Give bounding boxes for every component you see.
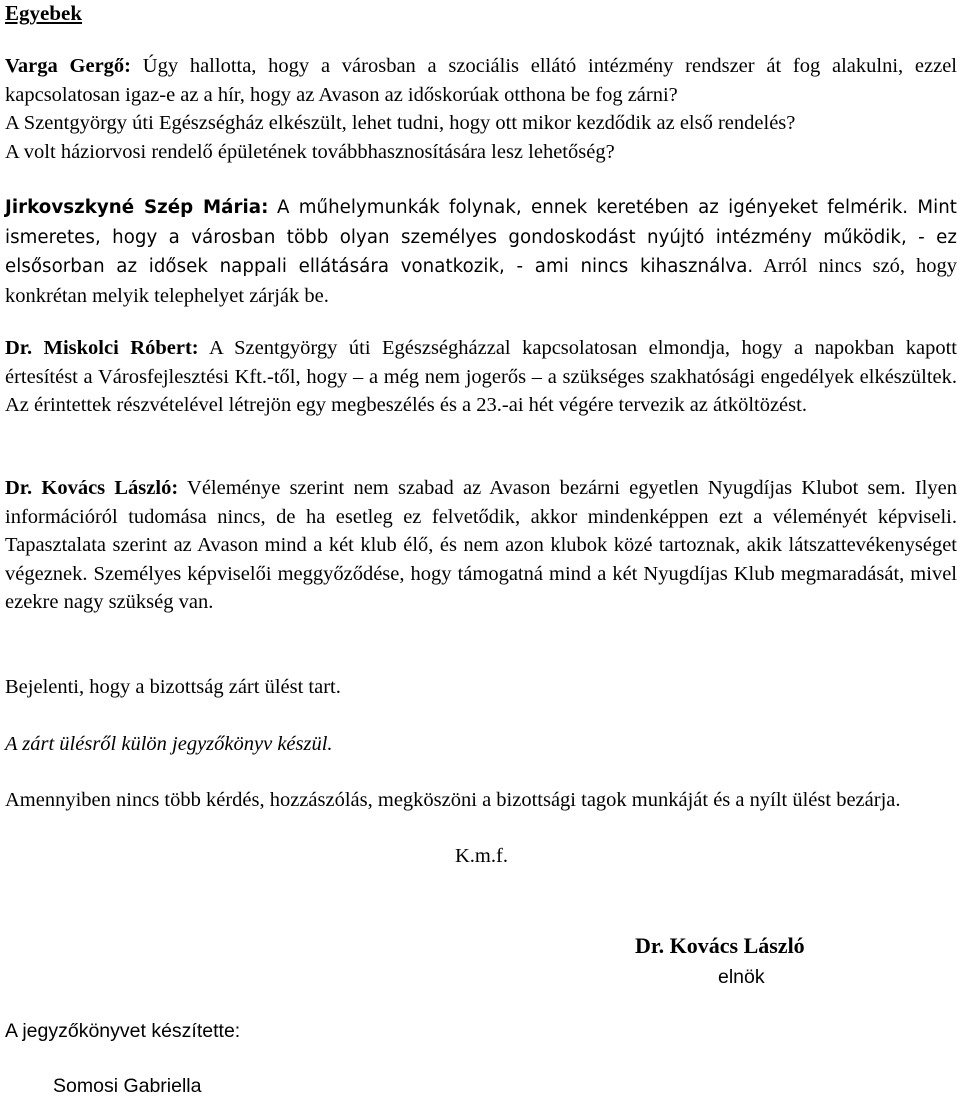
speaker-miskolci: Dr. Miskolci Róbert: bbox=[5, 337, 199, 359]
kovacs-text: Véleménye szerint nem szabad az Avason bezárni egyetlen Nyugdíjas Klubot sem. Ilyen információról tudomása nincs, de ha esetleg ez felvetődik, akkor mindenképpen ezt a véleményét képviseli. Tapasztalata szerint az Avason mind a két klub élő, és nem azon klubok közé tartoznak, akik látszattevékenységet végeznek. Személyes képviselői meggyőződése, hogy támogatná mind a két Nyugdíjas Klub megmaradását, mivel ezekre nagy szükség van. bbox=[5, 477, 957, 613]
speaker-kovacs: Dr. Kovács László: bbox=[5, 477, 179, 499]
paragraph-miskolci bbox=[5, 334, 957, 420]
varga-question-3: A volt háziorvosi rendelő épületének továbbhasznosítására lesz lehetőség? bbox=[5, 140, 615, 163]
speaker-varga: Varga Gergő: bbox=[5, 55, 131, 77]
section-heading-wrap bbox=[5, 0, 957, 26]
varga-question-2: A Szentgyörgy úti Egészségház elkészült, lehet tudni, hogy ott mikor kezdődik az első rendelés? bbox=[5, 112, 796, 134]
signature-name: Dr. Kovács László bbox=[635, 933, 805, 958]
signature-role: elnök bbox=[718, 966, 765, 988]
minutes-note-text: A zárt ülésről külön jegyzőkönyv készül. bbox=[5, 733, 333, 755]
jirkovszkyne-answer: A műhelymunkák folynak, ennek keretében az igényeket felmérik. Mint ismeretes, hogy a városban több olyan személyes gondoskodást nyújtó intézmény működik, - ez elsősorban az idősek nappali ellátására vonatkozik, - ami nincs kihasználva. bbox=[5, 197, 957, 277]
paragraph-jirkovszkyne bbox=[5, 193, 957, 310]
paragraph-minutes-note bbox=[5, 730, 957, 759]
preparer-name: Somosi Gabriella bbox=[53, 1075, 202, 1097]
miskolci-text: A Szentgyörgy úti Egészségházzal kapcsolatosan elmondja, hogy a napokban kapott értesítést a Városfejlesztési Kft.-től, hogy – a még nem jogerős – a szükséges szakhatósági engedélyek elkészültek. Az érintettek részvételével létrejön egy megbeszélés és a 23.-ai hét végére tervezik az átköltözést. bbox=[5, 337, 957, 416]
varga-question-1: Úgy hallotta, hogy a városban a szociális ellátó intézmény rendszer át fog alakulni, ezzel kapcsolatosan igaz-e az a hír, hogy az Avason az időskorúak otthona be fog zárni? bbox=[5, 55, 957, 106]
prepared-by-label: A jegyzőkönyvet készítette: bbox=[5, 1020, 241, 1042]
section-heading: Egyebek bbox=[5, 1, 83, 25]
kmf-label: K.m.f. bbox=[455, 845, 508, 867]
jirkovszkyne-answer-end: Arról nincs szó, hogy konkrétan melyik telephelyet zárják be. bbox=[5, 255, 957, 307]
closing-text: Amennyiben nincs több kérdés, hozzászólás, megköszöni a bizottsági tagok munkáját és a nyílt ülést bezárja. bbox=[5, 789, 901, 811]
paragraph-varga bbox=[5, 52, 957, 166]
closed-session-text: Bejelenti, hogy a bizottság zárt ülést tart. bbox=[5, 676, 341, 698]
speaker-jirkovszkyne: Jirkovszkyné Szép Mária: bbox=[5, 197, 269, 218]
paragraph-closed-session bbox=[5, 673, 957, 702]
paragraph-kovacs bbox=[5, 474, 957, 617]
paragraph-closing bbox=[5, 786, 957, 815]
